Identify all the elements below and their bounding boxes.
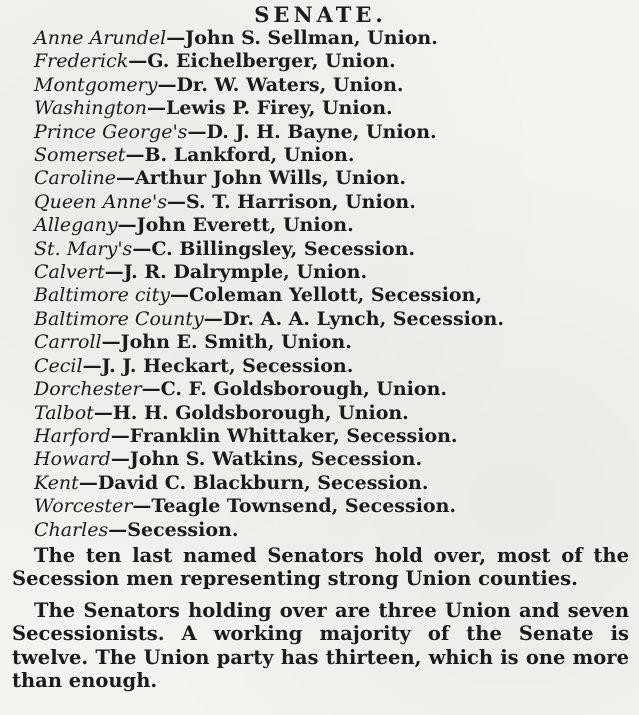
senator-entry bbox=[12, 519, 629, 542]
senator-entry bbox=[12, 121, 629, 144]
senator-name: Arthur John Wills, Union. bbox=[135, 167, 407, 190]
senator-name: C. Billingsley, Secession. bbox=[151, 237, 415, 260]
senator-name: C. F. Goldsborough, Union. bbox=[160, 378, 448, 401]
county-name: Frederick bbox=[34, 50, 129, 73]
senator-name: S. T. Harrison, Union. bbox=[186, 190, 416, 213]
senator-entry bbox=[12, 167, 629, 190]
county-name: Caroline bbox=[34, 167, 117, 190]
separator: — bbox=[110, 424, 130, 447]
separator: — bbox=[132, 237, 152, 260]
senator-name: Dr. A. A. Lynch, Secession. bbox=[222, 307, 504, 330]
senator-entry bbox=[12, 191, 629, 214]
separator: — bbox=[125, 144, 145, 167]
senator-entry bbox=[12, 97, 629, 120]
county-name: Worcester bbox=[34, 495, 133, 518]
separator: — bbox=[132, 495, 152, 518]
county-name: Talbot bbox=[34, 401, 94, 424]
county-name: Cecil bbox=[34, 354, 83, 377]
holdover-note-paragraph: The ten last named Senators hold over, most of the Secession men representing strong Union counties. bbox=[12, 543, 629, 591]
senator-entry bbox=[12, 74, 629, 97]
senator-name: Secession. bbox=[127, 518, 239, 541]
separator: — bbox=[104, 261, 124, 284]
senator-entry bbox=[12, 472, 629, 495]
senator-entry bbox=[12, 144, 629, 167]
senator-entry bbox=[12, 284, 629, 307]
county-name: Washington bbox=[34, 97, 147, 120]
senator-name: G. Eichelberger, Union. bbox=[147, 50, 396, 73]
senator-name: J. J. Heckart, Secession. bbox=[101, 354, 354, 377]
county-name: Kent bbox=[34, 471, 79, 494]
senator-entry bbox=[12, 50, 629, 73]
county-name: Calvert bbox=[34, 261, 105, 284]
separator: — bbox=[110, 448, 130, 471]
senator-entry bbox=[12, 402, 629, 425]
section-heading: SENATE. bbox=[254, 2, 387, 27]
senator-entry bbox=[12, 214, 629, 237]
separator: — bbox=[166, 27, 186, 49]
county-name: Howard bbox=[34, 448, 111, 471]
separator: — bbox=[187, 120, 207, 143]
senator-name: Teagle Townsend, Secession. bbox=[151, 495, 457, 518]
senator-list bbox=[12, 27, 629, 542]
separator: — bbox=[141, 378, 161, 401]
senator-entry bbox=[12, 261, 629, 284]
county-name: Montgomery bbox=[34, 73, 158, 96]
separator: — bbox=[203, 307, 223, 330]
senator-entry bbox=[12, 308, 629, 331]
separator: — bbox=[170, 284, 189, 307]
separator: — bbox=[167, 190, 186, 213]
senator-name: D. J. H. Bayne, Union. bbox=[206, 120, 437, 143]
county-name: Anne Arundel bbox=[34, 27, 167, 49]
senator-name: J. R. Dalrymple, Union. bbox=[123, 261, 368, 284]
senator-name: Dr. W. Waters, Union. bbox=[176, 73, 404, 96]
senator-entry bbox=[12, 378, 629, 401]
county-name: Harford bbox=[34, 424, 111, 447]
senator-entry bbox=[12, 495, 629, 518]
senator-entry bbox=[12, 448, 629, 471]
separator: — bbox=[117, 214, 137, 237]
separator: — bbox=[108, 518, 128, 541]
majority-summary-paragraph: The Senators holding over are three Union and seven Secessionists. A working majority of the Senate is twelve. The Union party has thirteen, which is one more than enough. bbox=[12, 598, 629, 693]
county-name: Prince George's bbox=[34, 120, 188, 143]
separator: — bbox=[128, 50, 148, 73]
senator-name: B. Lankford, Union. bbox=[144, 144, 355, 167]
separator: — bbox=[78, 471, 98, 494]
county-name: Somerset bbox=[34, 144, 126, 167]
separator: — bbox=[116, 167, 136, 190]
senator-name: Coleman Yellott, Secession, bbox=[189, 284, 483, 307]
senator-name: Lewis P. Firey, Union. bbox=[165, 97, 393, 120]
separator: — bbox=[146, 97, 166, 120]
senator-name: John S. Watkins, Secession. bbox=[129, 448, 423, 471]
senator-entry bbox=[12, 331, 629, 354]
county-name: Carroll bbox=[34, 331, 102, 354]
separator: — bbox=[157, 73, 177, 96]
county-name: Charles bbox=[34, 518, 109, 541]
senator-entry bbox=[12, 355, 629, 378]
senator-entry bbox=[12, 27, 629, 50]
county-name: St. Mary's bbox=[34, 237, 133, 260]
separator: — bbox=[93, 401, 113, 424]
county-name: Baltimore County bbox=[34, 307, 204, 330]
senator-name: John Everett, Union. bbox=[136, 214, 354, 237]
senator-name: David C. Blackburn, Secession. bbox=[97, 471, 429, 494]
county-name: Dorchester bbox=[34, 378, 142, 401]
senator-name: H. H. Goldsborough, Union. bbox=[112, 401, 409, 424]
county-name: Baltimore city bbox=[34, 284, 170, 307]
senator-name: John E. Smith, Union. bbox=[120, 331, 352, 354]
separator: — bbox=[101, 331, 121, 354]
senator-entry bbox=[12, 425, 629, 448]
senator-name: John S. Sellman, Union. bbox=[185, 27, 438, 49]
senator-entry bbox=[12, 238, 629, 261]
county-name: Allegany bbox=[34, 214, 118, 237]
separator: — bbox=[82, 354, 102, 377]
county-name: Queen Anne's bbox=[34, 190, 167, 213]
senator-name: Franklin Whittaker, Secession. bbox=[129, 424, 458, 447]
